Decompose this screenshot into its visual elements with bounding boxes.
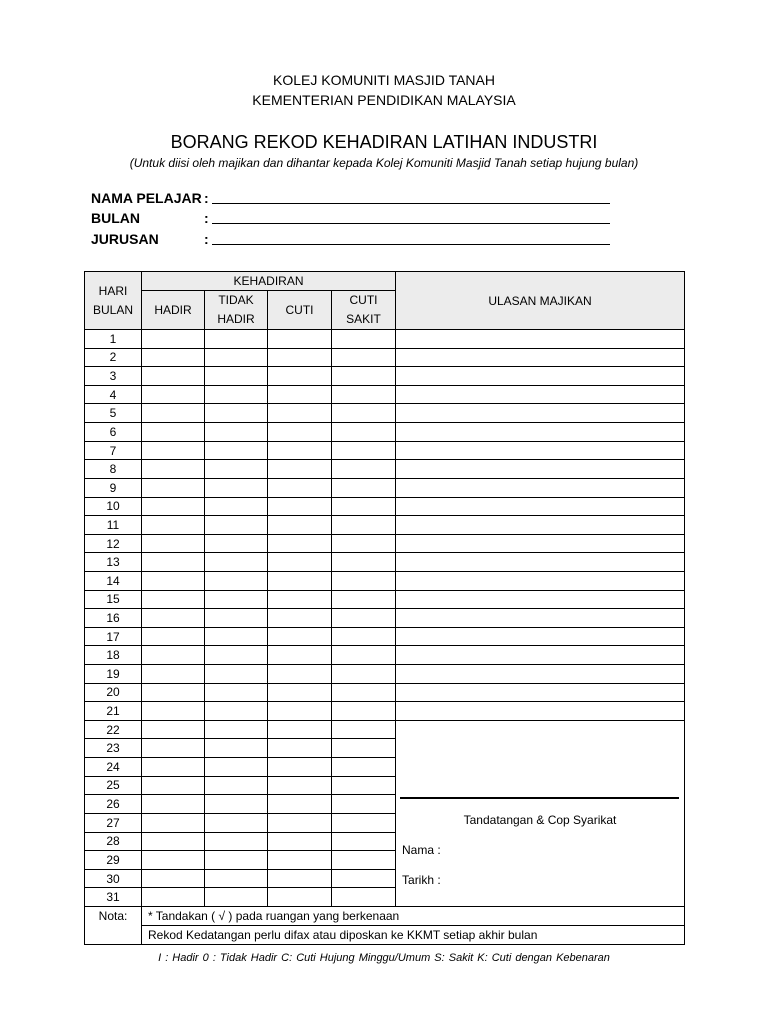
- absent-cell[interactable]: [205, 478, 268, 497]
- leave-cell[interactable]: [268, 720, 332, 739]
- remarks-cell[interactable]: [396, 441, 685, 460]
- sick-leave-cell[interactable]: [332, 423, 396, 442]
- day-row: [85, 516, 685, 535]
- remarks-cell[interactable]: [396, 571, 685, 590]
- leave-cell[interactable]: [268, 571, 332, 590]
- absent-cell[interactable]: [205, 497, 268, 516]
- student-name-label: NAMA PELAJAR: [91, 190, 202, 206]
- notes-row: [85, 906, 685, 925]
- legend: I : Hadir 0 : Tidak Hadir C: Cuti Hujung Minggu/Umum S: Sakit K: Cuti dengan Kebenaran: [158, 952, 610, 964]
- sick-leave-cell[interactable]: [332, 869, 396, 888]
- day-number: 31: [85, 888, 142, 907]
- field-colon: :: [204, 210, 209, 226]
- leave-cell[interactable]: [268, 404, 332, 423]
- absent-cell[interactable]: [205, 423, 268, 442]
- ministry-name: KEMENTERIAN PENDIDIKAN MALAYSIA: [252, 92, 516, 108]
- signature-line: [400, 797, 679, 799]
- field-colon: :: [204, 231, 209, 247]
- leave-cell[interactable]: [268, 832, 332, 851]
- present-cell[interactable]: [142, 683, 205, 702]
- absent-cell[interactable]: [205, 441, 268, 460]
- day-number: 17: [85, 627, 142, 646]
- institution-name: KOLEJ KOMUNITI MASJID TANAH: [273, 72, 495, 88]
- present-cell[interactable]: [142, 478, 205, 497]
- leave-column-header: CUTI: [268, 291, 332, 330]
- department-field[interactable]: [91, 231, 212, 247]
- absent-cell[interactable]: [205, 609, 268, 628]
- sick-leave-cell[interactable]: [332, 665, 396, 684]
- day-number: 21: [85, 702, 142, 721]
- present-cell[interactable]: [142, 813, 205, 832]
- present-cell[interactable]: [142, 385, 205, 404]
- day-number: 15: [85, 590, 142, 609]
- day-number: 12: [85, 534, 142, 553]
- sick-leave-cell[interactable]: [332, 553, 396, 572]
- sick-leave-cell[interactable]: [332, 534, 396, 553]
- remarks-cell[interactable]: [396, 590, 685, 609]
- remarks-cell[interactable]: [396, 404, 685, 423]
- present-cell[interactable]: [142, 516, 205, 535]
- notes-line-2: Rekod Kedatangan perlu difax atau diposkan ke KKMT setiap akhir bulan: [142, 925, 685, 944]
- leave-cell[interactable]: [268, 553, 332, 572]
- absent-cell[interactable]: [205, 404, 268, 423]
- present-cell[interactable]: [142, 423, 205, 442]
- present-cell[interactable]: [142, 571, 205, 590]
- day-row: [85, 330, 685, 349]
- sick-leave-cell[interactable]: [332, 888, 396, 907]
- present-cell[interactable]: [142, 851, 205, 870]
- day-row: [85, 553, 685, 572]
- leave-cell[interactable]: [268, 795, 332, 814]
- day-number: 30: [85, 869, 142, 888]
- sick-leave-cell[interactable]: [332, 330, 396, 349]
- day-number: 14: [85, 571, 142, 590]
- sick-leave-cell[interactable]: [332, 571, 396, 590]
- present-cell[interactable]: [142, 497, 205, 516]
- present-cell[interactable]: [142, 832, 205, 851]
- absent-cell[interactable]: [205, 683, 268, 702]
- absent-column-header: TIDAK HADIR: [205, 291, 268, 330]
- day-number: 23: [85, 739, 142, 758]
- leave-cell[interactable]: [268, 665, 332, 684]
- day-number: 25: [85, 776, 142, 795]
- present-cell[interactable]: [142, 348, 205, 367]
- day-row: [85, 441, 685, 460]
- day-number: 27: [85, 813, 142, 832]
- present-cell[interactable]: [142, 441, 205, 460]
- sick-leave-cell[interactable]: [332, 683, 396, 702]
- notes-label: Nota:: [85, 906, 142, 944]
- day-number: 24: [85, 758, 142, 777]
- leave-cell[interactable]: [268, 534, 332, 553]
- day-row: [85, 348, 685, 367]
- sick-leave-cell[interactable]: [332, 702, 396, 721]
- day-number: 3: [85, 367, 142, 386]
- leave-cell[interactable]: [268, 627, 332, 646]
- absent-cell[interactable]: [205, 758, 268, 777]
- present-cell[interactable]: [142, 776, 205, 795]
- leave-cell[interactable]: [268, 367, 332, 386]
- leave-cell[interactable]: [268, 441, 332, 460]
- absent-cell[interactable]: [205, 627, 268, 646]
- present-cell[interactable]: [142, 888, 205, 907]
- day-row: [85, 571, 685, 590]
- leave-cell[interactable]: [268, 423, 332, 442]
- day-number: 5: [85, 404, 142, 423]
- day-column-header: HARI BULAN: [85, 272, 142, 330]
- present-cell[interactable]: [142, 869, 205, 888]
- attendance-table: [84, 271, 684, 945]
- field-colon: :: [204, 190, 209, 206]
- absent-cell[interactable]: [205, 553, 268, 572]
- leave-cell[interactable]: [268, 497, 332, 516]
- notes-row: [85, 925, 685, 944]
- day-row: [85, 478, 685, 497]
- leave-cell[interactable]: [268, 516, 332, 535]
- leave-cell[interactable]: [268, 683, 332, 702]
- present-cell[interactable]: [142, 665, 205, 684]
- present-cell[interactable]: [142, 404, 205, 423]
- sick-leave-cell[interactable]: [332, 348, 396, 367]
- leave-cell[interactable]: [268, 609, 332, 628]
- remarks-cell[interactable]: [396, 516, 685, 535]
- present-cell[interactable]: [142, 330, 205, 349]
- sick-leave-cell[interactable]: [332, 720, 396, 739]
- remarks-cell[interactable]: [396, 460, 685, 479]
- remarks-cell[interactable]: [396, 497, 685, 516]
- leave-cell[interactable]: [268, 888, 332, 907]
- sick-leave-cell[interactable]: [332, 385, 396, 404]
- absent-cell[interactable]: [205, 702, 268, 721]
- remarks-cell[interactable]: [396, 423, 685, 442]
- day-number: 13: [85, 553, 142, 572]
- leave-cell[interactable]: [268, 348, 332, 367]
- day-number: 7: [85, 441, 142, 460]
- day-row: [85, 460, 685, 479]
- leave-cell[interactable]: [268, 478, 332, 497]
- day-number: 22: [85, 720, 142, 739]
- day-row: [85, 683, 685, 702]
- remarks-cell[interactable]: [396, 665, 685, 684]
- absent-cell[interactable]: [205, 776, 268, 795]
- leave-cell[interactable]: [268, 776, 332, 795]
- day-row: [85, 627, 685, 646]
- present-cell[interactable]: [142, 758, 205, 777]
- sick-leave-cell[interactable]: [332, 367, 396, 386]
- notes-line-1: * Tandakan ( √ ) pada ruangan yang berkenaan: [142, 906, 685, 925]
- attendance-group-header: KEHADIRAN: [142, 272, 396, 291]
- absent-cell[interactable]: [205, 460, 268, 479]
- remarks-cell[interactable]: [396, 627, 685, 646]
- leave-cell[interactable]: [268, 869, 332, 888]
- day-row: [85, 720, 685, 739]
- sick-leave-cell[interactable]: [332, 478, 396, 497]
- remarks-cell[interactable]: [396, 646, 685, 665]
- sick-leave-cell[interactable]: [332, 646, 396, 665]
- student-name-field[interactable]: [91, 190, 212, 206]
- remarks-cell[interactable]: [396, 330, 685, 349]
- present-cell[interactable]: [142, 609, 205, 628]
- sick-leave-cell[interactable]: [332, 497, 396, 516]
- day-number: 8: [85, 460, 142, 479]
- remarks-cell[interactable]: [396, 534, 685, 553]
- day-row: [85, 404, 685, 423]
- present-cell[interactable]: [142, 460, 205, 479]
- day-number: 28: [85, 832, 142, 851]
- leave-cell[interactable]: [268, 739, 332, 758]
- sick-leave-cell[interactable]: [332, 404, 396, 423]
- sick-leave-cell[interactable]: [332, 832, 396, 851]
- present-cell[interactable]: [142, 739, 205, 758]
- absent-cell[interactable]: [205, 590, 268, 609]
- sick-leave-cell[interactable]: [332, 441, 396, 460]
- remarks-cell[interactable]: [396, 683, 685, 702]
- absent-cell[interactable]: [205, 571, 268, 590]
- sick-leave-cell[interactable]: [332, 776, 396, 795]
- day-row: [85, 609, 685, 628]
- form-subtitle: (Untuk diisi oleh majikan dan dihantar kepada Kolej Komuniti Masjid Tanah setiap hujung bulan): [129, 156, 639, 170]
- day-number: 6: [85, 423, 142, 442]
- absent-cell[interactable]: [205, 739, 268, 758]
- day-number: 16: [85, 609, 142, 628]
- leave-cell[interactable]: [268, 702, 332, 721]
- absent-cell[interactable]: [205, 851, 268, 870]
- absent-cell[interactable]: [205, 832, 268, 851]
- absent-cell[interactable]: [205, 330, 268, 349]
- month-field[interactable]: [91, 210, 212, 226]
- leave-cell[interactable]: [268, 330, 332, 349]
- day-row: [85, 702, 685, 721]
- signature-date-label: Tarikh :: [402, 872, 441, 887]
- leave-cell[interactable]: [268, 813, 332, 832]
- day-row: [85, 534, 685, 553]
- remarks-cell[interactable]: [396, 367, 685, 386]
- absent-cell[interactable]: [205, 385, 268, 404]
- present-cell[interactable]: [142, 590, 205, 609]
- signature-area[interactable]: [396, 720, 685, 906]
- present-cell[interactable]: [142, 534, 205, 553]
- sick-leave-cell[interactable]: [332, 516, 396, 535]
- absent-cell[interactable]: [205, 665, 268, 684]
- day-number: 11: [85, 516, 142, 535]
- leave-cell[interactable]: [268, 385, 332, 404]
- day-row: [85, 385, 685, 404]
- sick-leave-cell[interactable]: [332, 739, 396, 758]
- present-cell[interactable]: [142, 702, 205, 721]
- remarks-cell[interactable]: [396, 348, 685, 367]
- remarks-cell[interactable]: [396, 478, 685, 497]
- absent-cell[interactable]: [205, 720, 268, 739]
- day-number: 4: [85, 385, 142, 404]
- remarks-column-header: ULASAN MAJIKAN: [396, 272, 685, 330]
- day-number: 29: [85, 851, 142, 870]
- sick-leave-cell[interactable]: [332, 795, 396, 814]
- sick-leave-cell[interactable]: [332, 758, 396, 777]
- leave-cell[interactable]: [268, 590, 332, 609]
- signature-label: Tandatangan & Cop Syarikat: [463, 812, 617, 827]
- signature-name-label: Nama :: [402, 842, 441, 857]
- present-cell[interactable]: [142, 367, 205, 386]
- sick-leave-cell[interactable]: [332, 813, 396, 832]
- remarks-cell[interactable]: [396, 553, 685, 572]
- form-title: BORANG REKOD KEHADIRAN LATIHAN INDUSTRI: [170, 132, 598, 152]
- sick-leave-cell[interactable]: [332, 590, 396, 609]
- absent-cell[interactable]: [205, 888, 268, 907]
- day-row: [85, 367, 685, 386]
- absent-cell[interactable]: [205, 795, 268, 814]
- day-row: [85, 497, 685, 516]
- day-number: 18: [85, 646, 142, 665]
- leave-cell[interactable]: [268, 460, 332, 479]
- absent-cell[interactable]: [205, 534, 268, 553]
- leave-cell[interactable]: [268, 646, 332, 665]
- present-cell[interactable]: [142, 627, 205, 646]
- day-row: [85, 423, 685, 442]
- sick-leave-cell[interactable]: [332, 851, 396, 870]
- absent-cell[interactable]: [205, 367, 268, 386]
- department-line[interactable]: [212, 244, 610, 245]
- sick-leave-cell[interactable]: [332, 627, 396, 646]
- day-row: [85, 646, 685, 665]
- present-column-header: HADIR: [142, 291, 205, 330]
- absent-cell[interactable]: [205, 516, 268, 535]
- sick-leave-cell[interactable]: [332, 609, 396, 628]
- absent-cell[interactable]: [205, 348, 268, 367]
- absent-cell[interactable]: [205, 813, 268, 832]
- day-number: 26: [85, 795, 142, 814]
- day-number: 9: [85, 478, 142, 497]
- present-cell[interactable]: [142, 646, 205, 665]
- remarks-cell[interactable]: [396, 609, 685, 628]
- day-number: 19: [85, 665, 142, 684]
- day-number: 1: [85, 330, 142, 349]
- present-cell[interactable]: [142, 720, 205, 739]
- student-name-line[interactable]: [212, 203, 610, 204]
- month-label: BULAN: [91, 210, 140, 226]
- present-cell[interactable]: [142, 553, 205, 572]
- day-number: 10: [85, 497, 142, 516]
- leave-cell[interactable]: [268, 758, 332, 777]
- day-row: [85, 665, 685, 684]
- sick-leave-column-header: CUTI SAKIT: [332, 291, 396, 330]
- day-row: [85, 590, 685, 609]
- sick-leave-cell[interactable]: [332, 460, 396, 479]
- leave-cell[interactable]: [268, 851, 332, 870]
- day-number: 2: [85, 348, 142, 367]
- department-label: JURUSAN: [91, 231, 159, 247]
- remarks-cell[interactable]: [396, 702, 685, 721]
- remarks-cell[interactable]: [396, 385, 685, 404]
- present-cell[interactable]: [142, 795, 205, 814]
- month-line[interactable]: [212, 223, 610, 224]
- absent-cell[interactable]: [205, 646, 268, 665]
- absent-cell[interactable]: [205, 869, 268, 888]
- day-number: 20: [85, 683, 142, 702]
